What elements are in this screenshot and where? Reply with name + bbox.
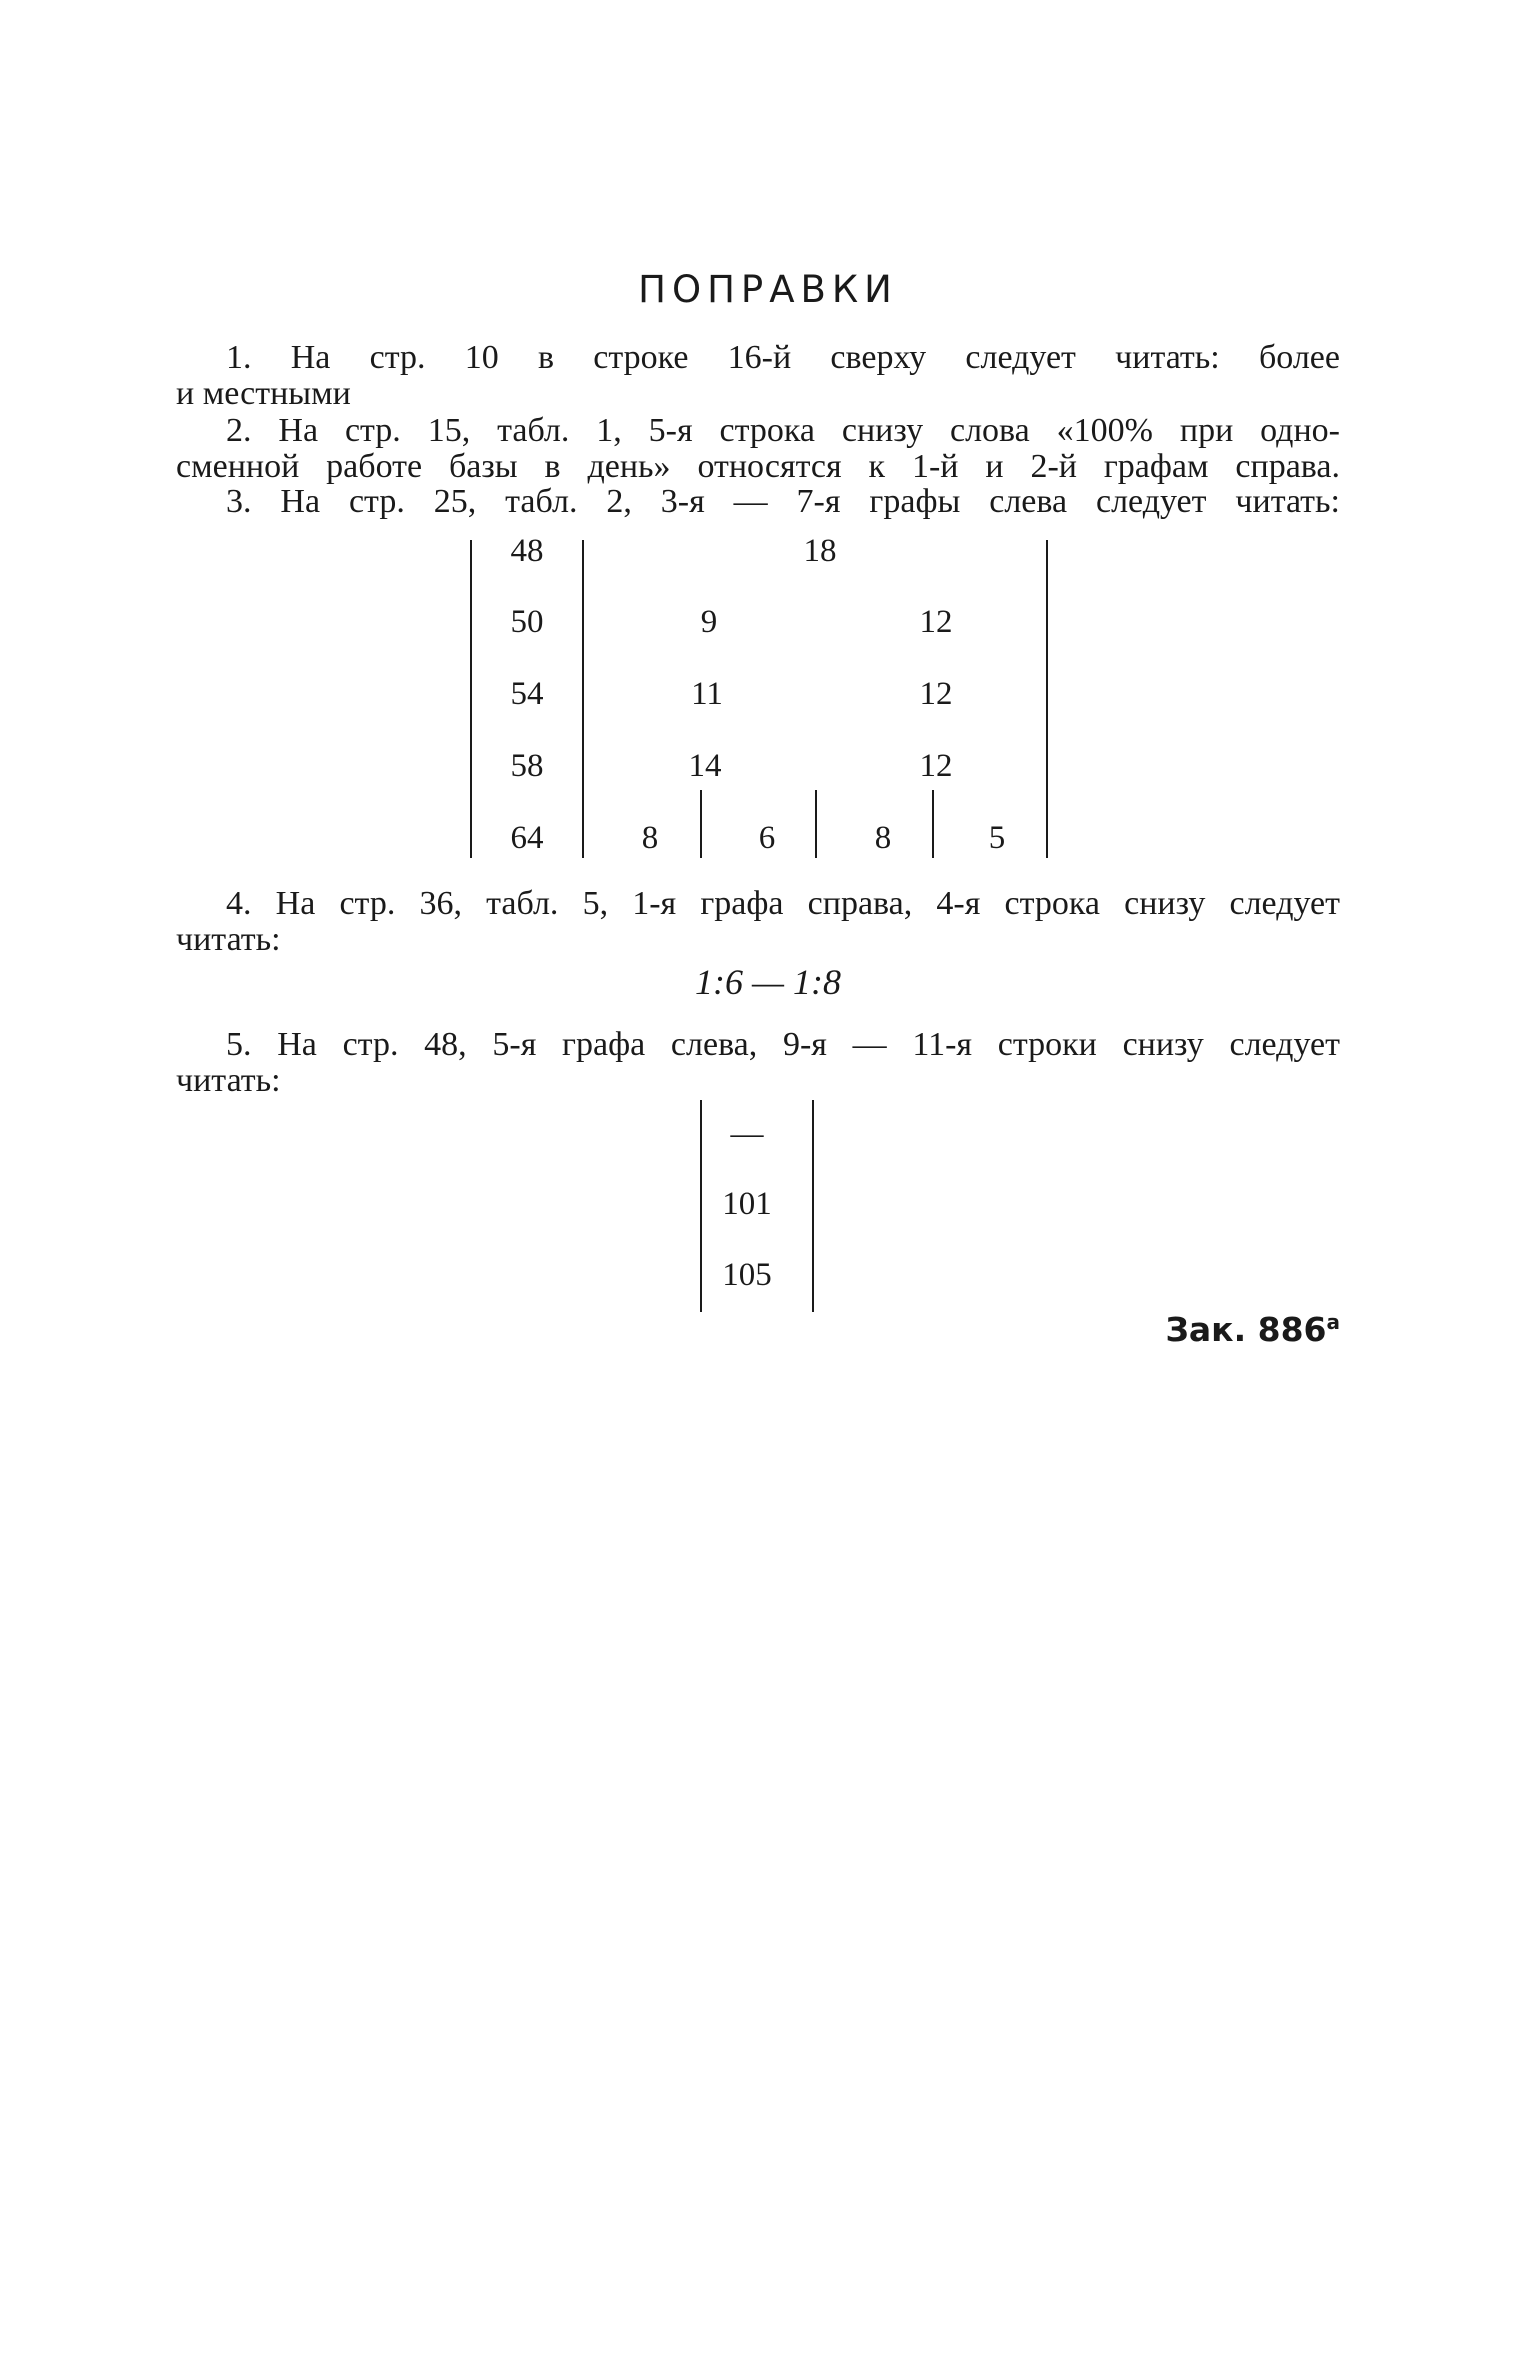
table-1-rule-mid	[582, 540, 584, 858]
table-1-cell: 12	[919, 604, 953, 640]
order-number-superscript: а	[1326, 1310, 1340, 1334]
table-1-cell: 8	[874, 820, 892, 856]
correction-1	[176, 340, 1340, 412]
correction-4	[176, 886, 1340, 958]
correction-1-line-1: 1. На стр. 10 в строке 16-й сверху следует читать: более	[226, 339, 1340, 376]
table-2-cell: 101	[722, 1186, 772, 1222]
correction-5-line-1: 5. На стр. 48, 5-я графа слева, 9-я — 11-я строки снизу следует	[226, 1026, 1340, 1063]
table-1-cell: 58	[510, 748, 544, 784]
table-2-rule-right	[812, 1100, 814, 1312]
table-2-cell: 105	[722, 1257, 772, 1293]
table-1-rule-right	[1046, 540, 1048, 858]
table-1-cell: 6	[758, 820, 776, 856]
table-1-rule-left	[470, 540, 472, 858]
table-1-cell: 8	[641, 820, 659, 856]
correction-2	[176, 413, 1340, 485]
table-1-cell: 9	[700, 604, 718, 640]
correction-4-line-2: читать:	[176, 921, 281, 958]
table-1-cell: 54	[510, 676, 544, 712]
correction-2-line-1: 2. На стр. 15, табл. 1, 5-я строка снизу слова «100% при одно-	[226, 412, 1340, 449]
order-number-text: Зак. 886	[1165, 1310, 1327, 1349]
ratio-value: 1:6 — 1:8	[695, 962, 841, 1002]
correction-5	[176, 1027, 1340, 1099]
table-1-cell: 18	[803, 533, 837, 569]
table-1-cell: 11	[691, 676, 723, 712]
page-title: ПОПРАВКИ	[638, 268, 898, 311]
table-1-cell: 12	[919, 748, 953, 784]
table-1-cell: 48	[510, 533, 544, 569]
table-1-cell: 50	[510, 604, 544, 640]
table-2-rule-left	[700, 1100, 702, 1312]
table-1-rule-sub-1	[700, 790, 702, 858]
correction-3-line-1: 3. На стр. 25, табл. 2, 3-я — 7-я графы слева следует читать:	[226, 483, 1340, 520]
table-1-cell: 14	[688, 748, 722, 784]
correction-2-line-2: сменной работе базы в день» относятся к 1-й и 2-й графам справа.	[176, 448, 1340, 485]
table-1-rule-sub-3	[932, 790, 934, 858]
table-1-cell: 12	[919, 676, 953, 712]
table-1-cell: 64	[510, 820, 544, 856]
table-1-rule-sub-2	[815, 790, 817, 858]
order-number	[1165, 1310, 1340, 1349]
correction-4-line-1: 4. На стр. 36, табл. 5, 1-я графа справа, 4-я строка снизу следует	[226, 885, 1340, 922]
table-1-cell: 5	[988, 820, 1006, 856]
correction-1-line-2: и местными	[176, 375, 351, 412]
table-2-cell: —	[730, 1116, 764, 1152]
correction-3	[176, 484, 1340, 520]
correction-5-line-2: читать:	[176, 1062, 281, 1099]
